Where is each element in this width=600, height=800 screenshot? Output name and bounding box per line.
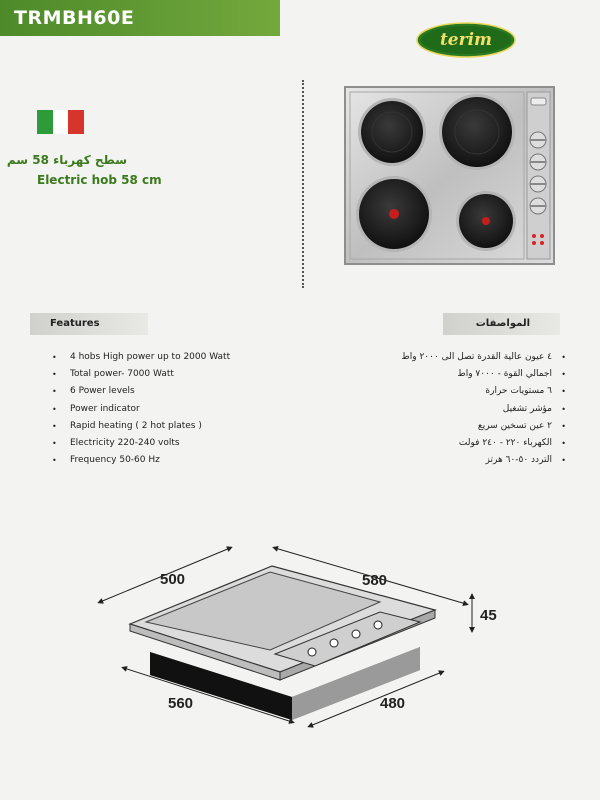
- dimension-cutout-width: 480: [380, 695, 406, 712]
- hob-product-image: [344, 86, 555, 265]
- italy-flag: [37, 110, 84, 134]
- feature-item-arabic: • مؤشر تشغيل: [401, 401, 552, 418]
- control-knob: [530, 154, 546, 170]
- control-knob: [530, 132, 546, 148]
- control-knob: [530, 176, 546, 192]
- feature-item-arabic: • التردد ٥٠-٦٠ هرتز: [401, 452, 552, 469]
- rapid-hot-plate: [356, 176, 432, 252]
- product-title-english: Electric hob 58 cm: [37, 173, 162, 187]
- feature-item: • Frequency 50-60 Hz: [70, 452, 230, 469]
- features-heading: Features: [30, 313, 148, 335]
- features-list-arabic: [401, 349, 552, 469]
- dimension-cutout-depth: 560: [168, 695, 194, 712]
- model-code: TRMBH60E: [14, 7, 135, 29]
- feature-item-arabic: • ٤ عيون عالية القدرة تصل الى ٢٠٠٠ واط: [401, 349, 552, 366]
- feature-item: • Electricity 220-240 volts: [70, 435, 230, 452]
- hot-plate: [358, 98, 426, 166]
- feature-item: • 4 hobs High power up to 2000 Watt: [70, 349, 230, 366]
- brand-name: terim: [439, 30, 493, 50]
- feature-item-arabic: • اجمالي القوة - ٧٠٠٠ واط: [401, 366, 552, 383]
- product-title-arabic: سطح كهرباء 58 سم: [6, 153, 127, 167]
- brand-logo: [416, 22, 516, 58]
- feature-item-arabic: • الكهرباء ٢٢٠ - ٢٤٠ فولت: [401, 435, 552, 452]
- rapid-hot-plate: [456, 191, 516, 251]
- feature-item: • Power indicator: [70, 401, 230, 418]
- feature-item-arabic: • ٢ عين تسخين سريع: [401, 418, 552, 435]
- feature-item: • 6 Power levels: [70, 383, 230, 400]
- dimension-depth-top: 500: [160, 571, 186, 588]
- features-list-english: [70, 349, 230, 469]
- feature-item-arabic: • ٦ مستويات حرارة: [401, 383, 552, 400]
- dimension-width-top: 580: [362, 572, 388, 589]
- specifications-heading-arabic: المواصفات: [443, 313, 560, 335]
- dimension-drawing: [80, 530, 520, 780]
- feature-item: • Total power- 7000 Watt: [70, 366, 230, 383]
- dimension-height: 45: [480, 607, 497, 624]
- control-knob: [530, 198, 546, 214]
- hot-plate: [439, 94, 515, 170]
- feature-item: • Rapid heating ( 2 hot plates ): [70, 418, 230, 435]
- dotted-divider: [302, 80, 304, 288]
